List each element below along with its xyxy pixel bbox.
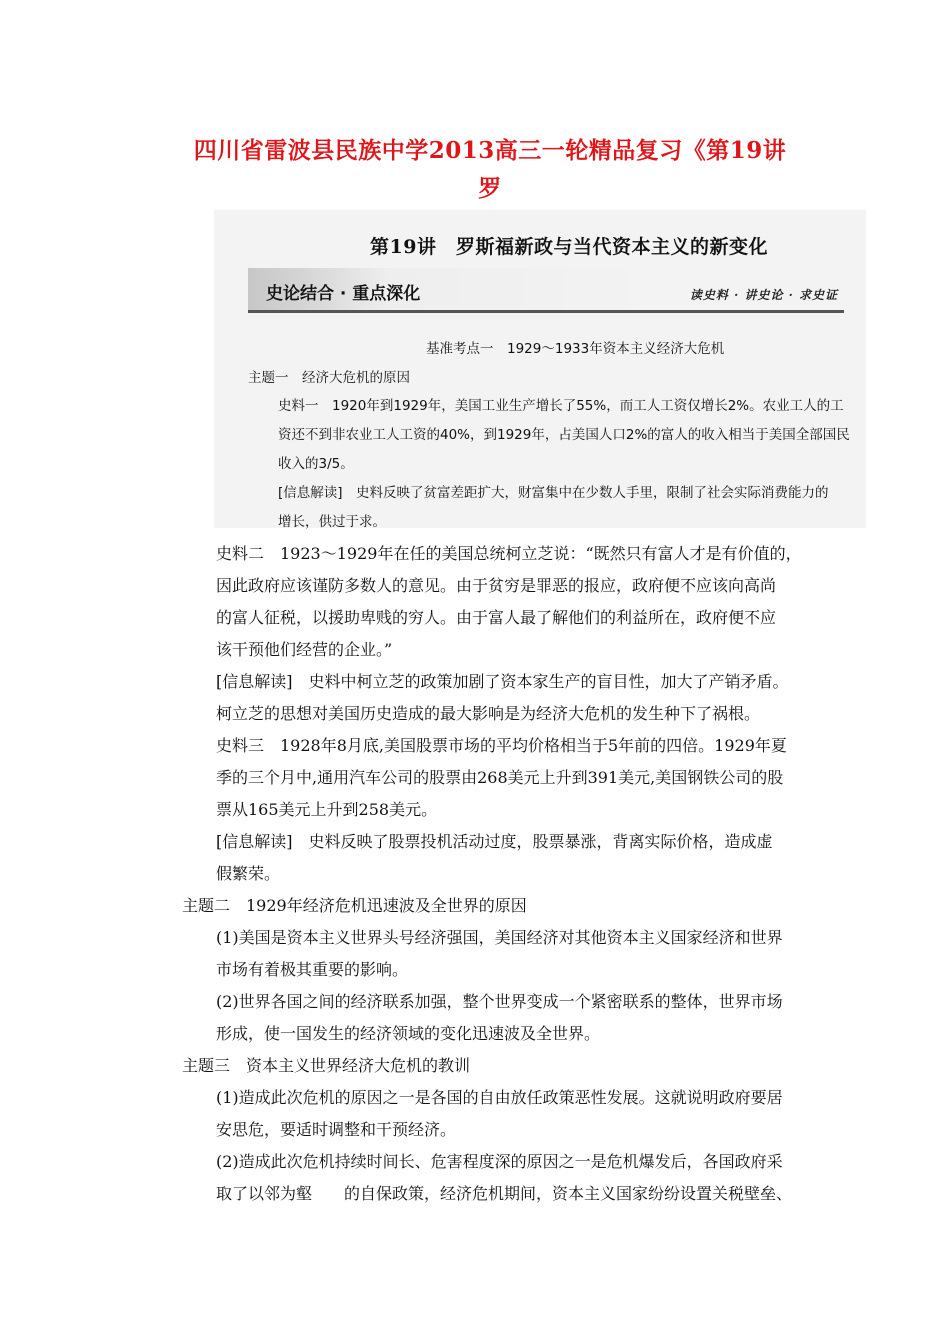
theme-1-heading: 主题一 经济大危机的原因 <box>248 370 410 386</box>
banner-left-label: 史论结合 · 重点深化 <box>266 284 421 304</box>
body-line: 票从165美元上升到258美元。 <box>216 800 438 819</box>
scan-line: 史料一 1920年到1929年，美国工业生产增长了55%，而工人工资仅增长2%。农业工人的工 <box>278 398 844 414</box>
body-line: 因此政府应该谨防多数人的意见。由于贫穷是罪恶的报应，政府便不应该向高尚 <box>216 576 777 595</box>
scan-line: 增长，供过于求。 <box>278 514 386 530</box>
scan-line: 收入的3/5。 <box>278 456 354 472</box>
body-line: 取了以邻为壑 的自保政策，经济危机期间，资本主义国家纷纷设置关税壁垒、 <box>216 1184 793 1203</box>
body-line: 形成，使一国发生的经济领域的变化迅速波及全世界。 <box>216 1024 601 1043</box>
body-line: 该干预他们经营的企业。” <box>216 640 393 659</box>
body-line: [信息解读] 史料反映了股票投机活动过度，股票暴涨，背离实际价格，造成虚 <box>216 832 773 851</box>
body-line: 市场有着极其重要的影响。 <box>216 960 409 979</box>
body-line: 安思危，要适时调整和干预经济。 <box>216 1120 457 1139</box>
section-banner <box>248 268 844 313</box>
body-line: [信息解读] 史料中柯立芝的政策加剧了资本家生产的盲目性，加大了产销矛盾。 <box>216 672 789 691</box>
body-line: 柯立芝的思想对美国历史造成的最大影响是为经济大危机的发生种下了祸根。 <box>216 704 761 723</box>
body-line: 假繁荣。 <box>216 864 281 883</box>
point-title: 基准考点一 1929～1933年资本主义经济大危机 <box>426 341 725 357</box>
body-line: 的富人征税，以援助卑贱的穷人。由于富人最了解他们的利益所在，政府便不应 <box>216 608 777 627</box>
body-line: (1)造成此次危机的原因之一是各国的自由放任政策恶性发展。这就说明政府要居 <box>216 1088 783 1107</box>
title-line-1: 四川省雷波县民族中学2013高三一轮精品复习《第19讲 罗 <box>193 137 787 202</box>
banner-right-label: 读史料 · 讲史论 · 求史证 <box>689 288 838 302</box>
body-line: 季的三个月中,通用汽车公司的股票由268美元上升到391美元,美国钢铁公司的股 <box>216 768 784 787</box>
body-line: (2)造成此次危机持续时间长、危害程度深的原因之一是危机爆发后，各国政府采 <box>216 1152 783 1171</box>
body-line: (1)美国是资本主义世界头号经济强国，美国经济对其他资本主义国家经济和世界 <box>216 928 783 947</box>
body-line: (2)世界各国之间的经济联系加强，整个世界变成一个紧密联系的整体，世界市场 <box>216 992 783 1011</box>
theme-2-heading: 主题二 1929年经济危机迅速波及全世界的原因 <box>182 896 527 915</box>
scan-line: [信息解读] 史料反映了贫富差距扩大，财富集中在少数人手里，限制了社会实际消费能力的 <box>278 485 829 501</box>
scan-line: 资还不到非农业工人工资的40%，到1929年，占美国人口2%的富人的收入相当于美国全部国民 <box>278 427 850 443</box>
theme-3-heading: 主题三 资本主义世界经济大危机的教训 <box>182 1056 471 1075</box>
body-line: 史料三 1928年8月底,美国股票市场的平均价格相当于5年前的四倍。1929年夏 <box>216 736 787 755</box>
lecture-title: 第19讲 罗斯福新政与当代资本主义的新变化 <box>370 236 768 258</box>
body-line: 史料二 1923～1929年在任的美国总统柯立芝说：“既然只有富人才是有价值的， <box>216 544 802 563</box>
